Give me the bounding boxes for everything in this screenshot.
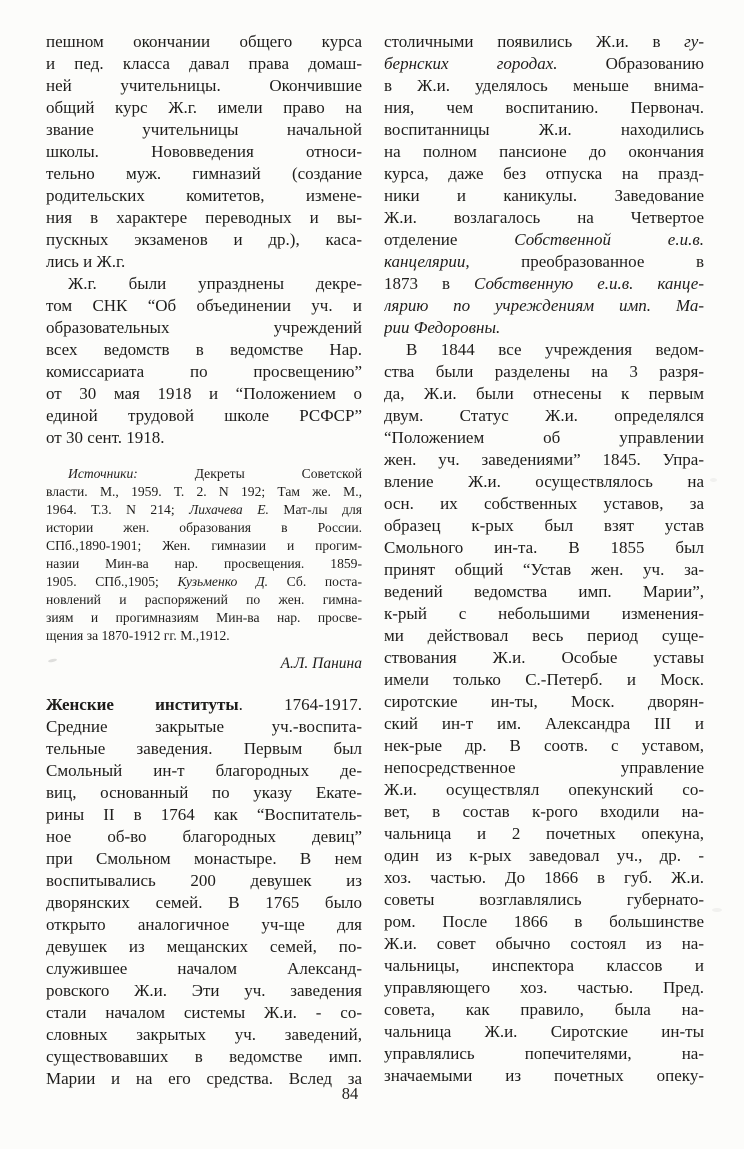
emphasis-text: лярию по учреждениям имп. Ма-	[384, 296, 704, 315]
text-segment: Образованию	[557, 54, 704, 73]
text-line	[46, 1002, 362, 1024]
emphasis-text: рии Федоровны.	[384, 318, 501, 337]
article-paragraph	[46, 694, 362, 1090]
text-segment: новлений и распоряжений по жен. гимна-	[46, 592, 362, 607]
text-segment: открыто аналогичное уч-ще для	[46, 915, 362, 934]
text-line	[46, 185, 362, 207]
text-line	[384, 559, 704, 581]
text-segment: 1905. СПб.,1905;	[46, 574, 178, 589]
text-segment: комиссариата по просвещению”	[46, 362, 362, 381]
text-segment: дворянских семей. В 1765 было	[46, 893, 362, 912]
text-segment: всех ведомств в ведомстве Нар.	[46, 340, 362, 359]
paragraph	[46, 273, 362, 449]
text-segment: значаемыми из почетных опеку-	[384, 1066, 704, 1085]
text-segment: ствования Ж.и. Особые уставы	[384, 648, 704, 667]
emphasis-text: канцелярии,	[384, 252, 470, 271]
text-line	[384, 163, 704, 185]
text-line	[46, 609, 362, 627]
text-line	[384, 933, 704, 955]
text-line	[384, 53, 704, 75]
text-segment: воспитанницы Ж.и. находились	[384, 120, 704, 139]
text-segment: Смольного ин-та. В 1855 был	[384, 538, 704, 557]
text-segment: образовательных учреждений	[46, 318, 362, 337]
scan-speck	[712, 908, 722, 912]
emphasis-text: Кузьменко Д.	[177, 574, 269, 589]
text-line	[46, 627, 362, 645]
text-line	[46, 537, 362, 555]
text-segment: образец к-рых был взят устав	[384, 516, 704, 535]
text-segment: Декреты Советской	[137, 466, 362, 481]
text-line	[46, 361, 362, 383]
text-segment: чальница Ж.и. Сиротские ин-ты	[384, 1022, 704, 1041]
text-segment: ней учительницы. Окончившие	[46, 76, 362, 95]
text-line	[46, 804, 362, 826]
text-line	[384, 405, 704, 427]
text-line	[384, 361, 704, 383]
text-line	[46, 465, 362, 483]
scan-speck	[710, 478, 717, 482]
page-content	[46, 31, 704, 1090]
text-segment: ром. После 1866 в большинстве	[384, 912, 704, 931]
text-line	[46, 848, 362, 870]
page-number: 84	[341, 1084, 359, 1103]
text-segment: Ж.и. совет обычно состоял из на-	[384, 934, 704, 953]
text-segment: хоз. частью. До 1866 в губ. Ж.и.	[384, 868, 704, 887]
text-segment: принят общий “Устав жен. уч. за-	[384, 560, 704, 579]
text-segment: виц, основанный по указу Екате-	[46, 783, 362, 802]
text-segment: 1964. Т.3. N 214;	[46, 502, 190, 517]
text-segment: и пед. класса давал права домаш-	[46, 54, 362, 73]
text-line	[46, 483, 362, 501]
article-title: Женские институты	[46, 695, 239, 714]
text-line	[384, 757, 704, 779]
text-line	[384, 867, 704, 889]
text-segment: Средние закрытые уч.-воспита-	[46, 717, 362, 736]
text-segment: при Смольном монастыре. В нем	[46, 849, 362, 868]
text-line	[384, 493, 704, 515]
text-segment: В 1844 все учреждения ведом-	[406, 340, 704, 359]
text-segment: словных закрытых уч. заведений,	[46, 1025, 362, 1044]
text-line	[46, 914, 362, 936]
text-segment: совета, как правило, была на-	[384, 1000, 704, 1019]
text-line	[384, 537, 704, 559]
text-segment: Смольный ин-т благородных де-	[46, 761, 362, 780]
text-line	[384, 977, 704, 999]
text-segment: тельные заведения. Первым был	[46, 739, 362, 758]
text-segment: преобразованное в	[469, 252, 704, 271]
text-line	[384, 889, 704, 911]
text-line	[384, 823, 704, 845]
text-line	[46, 555, 362, 573]
text-segment: двум. Статус Ж.и. определялся	[384, 406, 704, 425]
text-segment: рины II в 1764 как “Воспитатель-	[46, 805, 362, 824]
right-column	[384, 31, 704, 1090]
text-line	[384, 207, 704, 229]
text-line	[46, 591, 362, 609]
text-line	[384, 779, 704, 801]
text-line	[46, 273, 362, 295]
text-segment: Марии и на его средства. Вслед за	[46, 1069, 362, 1088]
text-line	[46, 405, 362, 427]
text-line	[46, 958, 362, 980]
text-segment: Ж.г. были упразднены декре-	[68, 274, 362, 293]
text-line	[46, 207, 362, 229]
text-segment: ния, чем воспитанию. Первонач.	[384, 98, 704, 117]
text-segment: один из к-рых заведовал уч., др. -	[384, 846, 704, 865]
left-column	[46, 31, 362, 1090]
paragraph	[46, 31, 362, 273]
text-segment: 1873 в	[384, 274, 475, 293]
text-line	[46, 738, 362, 760]
text-line	[384, 339, 704, 361]
text-line	[384, 273, 704, 295]
text-line	[46, 1046, 362, 1068]
paragraph	[384, 339, 704, 1087]
text-line	[46, 501, 362, 519]
text-segment: звание учительницы начальной	[46, 120, 362, 139]
text-segment: ники и каникулы. Заведование	[384, 186, 704, 205]
text-line	[384, 581, 704, 603]
text-segment: стали началом системы Ж.и. - со-	[46, 1003, 362, 1022]
text-segment: ное об-во благородных девиц”	[46, 827, 362, 846]
text-segment: тельно муж. гимназий (создание	[46, 164, 362, 183]
text-segment: служившее началом Александ-	[46, 959, 362, 978]
emphasis-text: Собственной е.и.в.	[514, 230, 704, 249]
text-segment: от 30 сент. 1918.	[46, 428, 165, 447]
text-line	[46, 163, 362, 185]
text-segment: назии Мин-ва нар. просвещения. 1859-	[46, 556, 362, 571]
text-line	[384, 801, 704, 823]
text-line	[384, 713, 704, 735]
text-segment: осн. их собственных уставов, за	[384, 494, 704, 513]
text-line	[46, 826, 362, 848]
text-line	[384, 251, 704, 273]
text-segment: чальница и 2 почетных опекуна,	[384, 824, 704, 843]
text-segment: родительских комитетов, измене-	[46, 186, 362, 205]
text-segment: том СНК “Об объединении уч. и	[46, 296, 362, 315]
text-segment: “Положением об управлении	[384, 428, 704, 447]
text-line	[384, 999, 704, 1021]
text-segment: девушек из мещанских семей, по-	[46, 937, 362, 956]
text-line	[46, 654, 362, 674]
emphasis-text: Лихачева Е.	[189, 502, 269, 517]
author-signature	[46, 654, 362, 674]
text-segment: к-рый с небольшими изменения-	[384, 604, 704, 623]
text-segment: Сб. поста-	[268, 574, 362, 589]
text-segment: истории жен. образования в России.	[46, 520, 362, 535]
text-segment: чальницы, инспектора классов и	[384, 956, 704, 975]
text-line	[384, 119, 704, 141]
text-segment: Ж.и. возлагалось на Четвертое	[384, 208, 704, 227]
text-line	[384, 603, 704, 625]
text-line	[46, 870, 362, 892]
text-segment: управляющего хоз. частью. Пред.	[384, 978, 704, 997]
sources-paragraph	[46, 465, 362, 645]
text-segment: единой трудовой школе РСФСР”	[46, 406, 362, 425]
text-segment: нек-рые др. В соотв. с уставом,	[384, 736, 704, 755]
text-segment: сиротские ин-ты, Моск. дворян-	[384, 692, 704, 711]
text-line	[384, 97, 704, 119]
text-line	[384, 1021, 704, 1043]
text-line	[384, 317, 704, 339]
text-line	[46, 716, 362, 738]
emphasis-text: гу-	[684, 32, 704, 51]
text-segment: лись и Ж.г.	[46, 252, 126, 271]
text-line	[384, 75, 704, 97]
text-segment: Мат-лы для	[268, 502, 362, 517]
text-line	[46, 383, 362, 405]
text-line	[384, 845, 704, 867]
text-segment: непосредственное управление	[384, 758, 704, 777]
text-segment: существовавших в ведомстве имп.	[46, 1047, 362, 1066]
text-line	[384, 955, 704, 977]
text-segment: курса, даже без отпуска на празд-	[384, 164, 704, 183]
text-line	[46, 251, 362, 273]
text-line	[384, 31, 704, 53]
text-segment: воспитывались 200 девушек из	[46, 871, 362, 890]
text-line	[384, 141, 704, 163]
text-line	[46, 97, 362, 119]
text-segment: ства были разделены на 3 разря-	[384, 362, 704, 381]
text-segment: общий курс Ж.г. имели право на	[46, 98, 362, 117]
text-line	[46, 782, 362, 804]
text-segment: управлялись попечителями, на-	[384, 1044, 704, 1063]
text-segment: да, Ж.и. были отнесены к первым	[384, 384, 704, 403]
emphasis-text: бернских городах.	[384, 54, 558, 73]
text-line	[384, 427, 704, 449]
text-line	[384, 1043, 704, 1065]
text-line	[46, 317, 362, 339]
text-segment: советы возглавлялись губернато-	[384, 890, 704, 909]
text-line	[384, 515, 704, 537]
text-line	[46, 75, 362, 97]
text-line	[46, 427, 362, 449]
text-line	[46, 760, 362, 782]
text-line	[46, 936, 362, 958]
text-line	[384, 647, 704, 669]
text-line	[46, 295, 362, 317]
text-line	[384, 383, 704, 405]
text-segment: пешном окончании общего курса	[46, 32, 362, 51]
text-segment: ведений ведомства имп. Марии”,	[384, 582, 704, 601]
text-segment: ния в характере переводных и вы-	[46, 208, 362, 227]
text-line	[46, 980, 362, 1002]
text-line	[384, 295, 704, 317]
text-segment: в Ж.и. уделялось меньше внима-	[384, 76, 704, 95]
text-line	[46, 229, 362, 251]
text-line	[46, 141, 362, 163]
text-line	[46, 339, 362, 361]
text-line	[46, 119, 362, 141]
text-segment: школы. Нововведения относи-	[46, 142, 362, 161]
text-segment: ровского Ж.и. Эти уч. заведения	[46, 981, 362, 1000]
paragraph	[384, 31, 704, 339]
text-line	[384, 691, 704, 713]
text-line	[46, 519, 362, 537]
text-segment: ский ин-т им. Александра III и	[384, 714, 704, 733]
text-line	[46, 573, 362, 591]
text-line	[46, 53, 362, 75]
text-segment: зиям и прогимназиям Мин-ва нар. просве-	[46, 610, 362, 625]
text-segment: пускных экзаменов и др.), каса-	[46, 230, 362, 249]
text-segment: на полном пансионе до окончания	[384, 142, 704, 161]
text-segment: от 30 мая 1918 и “Положением о	[46, 384, 362, 403]
text-line	[46, 31, 362, 53]
text-line	[384, 669, 704, 691]
text-segment: имели только С.-Петерб. и Моск.	[384, 670, 704, 689]
text-segment: ми действовал весь период суще-	[384, 626, 704, 645]
text-segment: жен. уч. заведениями” 1845. Упра-	[384, 450, 704, 469]
text-segment: вление Ж.и. осуществлялось на	[384, 472, 704, 491]
emphasis-text: Источники:	[68, 466, 138, 481]
text-line	[46, 694, 362, 716]
text-segment: . 1764-1917.	[238, 695, 362, 714]
text-line	[384, 229, 704, 251]
text-line	[384, 185, 704, 207]
text-segment: столичными появились Ж.и. в	[384, 32, 685, 51]
text-line	[384, 449, 704, 471]
text-line	[46, 1024, 362, 1046]
text-segment: отделение	[384, 230, 515, 249]
text-segment: Ж.и. осуществлял опекунский со-	[384, 780, 704, 799]
text-segment: СПб.,1890-1901; Жен. гимназии и прогим-	[46, 538, 362, 553]
text-line	[384, 911, 704, 933]
text-segment: власти. М., 1959. Т. 2. N 192; Там же. М.,	[46, 484, 362, 499]
text-line	[46, 892, 362, 914]
text-line	[384, 735, 704, 757]
text-line	[384, 625, 704, 647]
text-line	[384, 471, 704, 493]
emphasis-text: Собственную е.и.в. канце-	[474, 274, 704, 293]
text-segment: щения за 1870-1912 гг. М.,1912.	[46, 628, 230, 643]
emphasis-text: А.Л. Панина	[280, 655, 362, 672]
text-segment: вет, в состав к-рого входили на-	[384, 802, 704, 821]
